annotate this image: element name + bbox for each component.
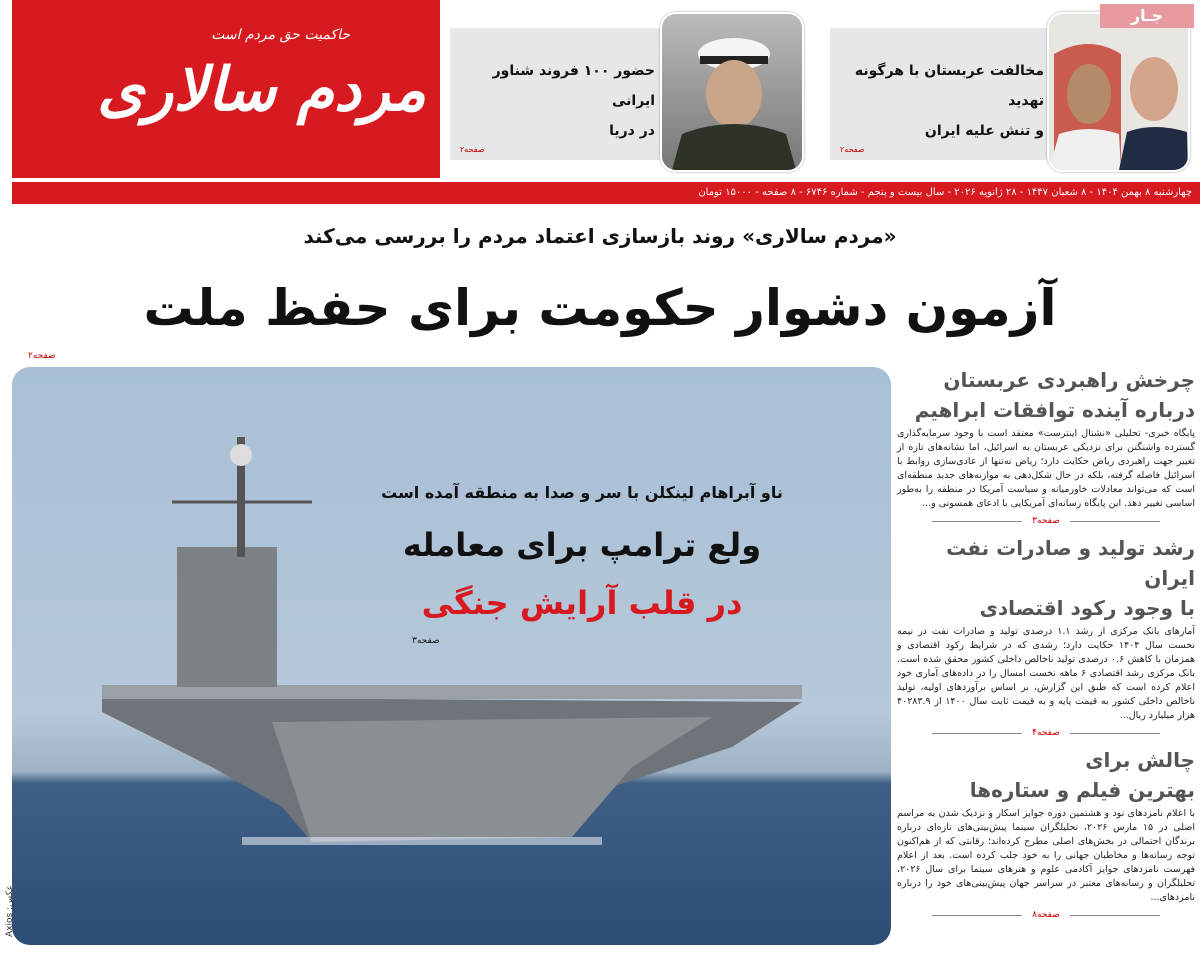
story-body: پایگاه خبری- تحلیلی «نشنال اینترست» معتقد است با وجود سرمایه‌گذاری گسترده واشنگتن برای نزدیکی عربستان به اسرائیل، اما نشانه‌های تازه از تغییر جهت راهبردی ریاض حکایت دارد؛ ریاض نه‌تنها از عادی‌سازی روابط با اسرائیل فاصله گرفته، بلکه در حال شکل‌دهی به موازنه‌های جدید منطقه‌ای است که می‌تواند معادلات خاورمیانه و سیاست آمریکا در منطقه را به‌طور اساسی تغییر دهد. این پایگاه رسانه‌ای آمریکایی با ادعای همسونی و...: [897, 428, 1195, 509]
page-ref: صفحه۸: [1032, 910, 1060, 920]
page-ref: صفحه۳: [412, 636, 440, 646]
story-title: بهترین فیلم و ستاره‌ها: [969, 778, 1195, 802]
lead-headline[interactable]: آزمون دشوار حکومت برای حفظ ملت: [143, 279, 1057, 337]
teaser-title: حضور ۱۰۰ فروند شناور ایرانی: [492, 63, 655, 109]
page-ref: صفحه۲: [840, 145, 865, 154]
masthead: [12, 0, 440, 178]
photo-headline[interactable]: ولع ترامپ برای معامله: [402, 526, 762, 564]
leaders-photo: [1047, 12, 1190, 172]
photo-headline-red[interactable]: در قلب آرایش جنگی: [421, 584, 743, 622]
teaser-title: و تنش علیه ایران: [924, 123, 1044, 139]
page-ref: صفحه۳: [1032, 516, 1060, 526]
story-oscars[interactable]: [897, 745, 1195, 921]
page-ref: صفحه۲: [28, 351, 56, 361]
story-arabia[interactable]: [897, 365, 1195, 527]
carrier-illustration: [12, 367, 891, 945]
story-oil[interactable]: [897, 533, 1195, 739]
tagline: حاکمیت حق مردم است: [211, 27, 350, 43]
story-body: با اعلام نامزدهای نود و هشتمین دوره جوایز اسکار و نزدیک شدن به مراسم اصلی در ۱۵ مارس ۲۰۲۶، تحلیلگران سینما پیش‌بینی‌های تازه‌ای درباره برندگان احتمالی در بخش‌های اصلی مطرح کرده‌اند؛ رقابتی که از هم‌اکنون توجه رسانه‌ها و مخاطبان جهانی را به خود جلب کرده است. بعد از اعلام فهرست نامزدهای جوایز آکادمی علوم و هنرهای سینما برای سال ۲۰۲۶، تحلیلگران و رسانه‌های معتبر در سراسر جهان پیش‌بینی‌های خود را درباره نامزدهای...: [897, 808, 1195, 903]
aircraft-carrier-photo: [12, 367, 891, 945]
right-column: [897, 365, 1195, 927]
admiral-photo: [660, 12, 804, 172]
story-title: رشد تولید و صادرات نفت ایران: [946, 536, 1195, 590]
section-badge: جـار: [1100, 4, 1194, 28]
photo-credit: عکس: Axios: [5, 885, 15, 937]
teaser-title: در دریا: [609, 123, 655, 139]
date-bar: چهارشنبه ۸ بهمن ۱۴۰۴ - ۸ شعبان ۱۴۴۷ - ۲۸ ژانویه ۲۰۲۶ - سال بیست و پنجم - شماره ۶۷۴۶ - ۸ صفحه - ۱۵۰۰۰ تومان: [12, 182, 1200, 204]
story-body: آمارهای بانک مرکزی از رشد ۱.۱ درصدی تولید و صادرات نفت در نیمه نخست سال ۱۴۰۴ حکایت دارد؛ رشدی که در شرایط رکود اقتصادی و همزمان با کاهش ۰.۶ درصدی تولید ناخالص داخلی کشور محقق شده است. بانک مرکزی رشد اقتصادی ۶ ماهه نخست امسال را در داده‌های آماری خود اعلام کرده است که طبق این گزارش، بر اساس برآوردهای اولیه، تولید ناخالص داخلی کشور به قیمت پایه و به قیمت ثابت سال ۱۴۰۰ از ۴۰۲۸۳.۹ هزار میلیارد ریال...: [897, 626, 1195, 721]
story-title: چالش برای: [1085, 748, 1195, 772]
story-title: با وجود رکود اقتصادی: [979, 596, 1195, 620]
page-ref: صفحه۲: [460, 145, 485, 154]
teaser-title: مخالفت عربستان با هرگونه تهدید: [854, 63, 1044, 109]
lead-kicker: «مردم سالاری» روند بازسازی اعتماد مردم را بررسی می‌کند: [303, 224, 897, 248]
page-ref: صفحه۴: [1032, 728, 1060, 738]
story-title: چرخش راهبردی عربستان: [943, 368, 1195, 392]
photo-kicker: ناو آبراهام لینکلن با سر و صدا به منطقه آمده است: [381, 483, 783, 502]
story-title: درباره آینده توافقات ابراهیم: [914, 398, 1195, 422]
newspaper-logo: مردم سالاری: [97, 55, 426, 125]
